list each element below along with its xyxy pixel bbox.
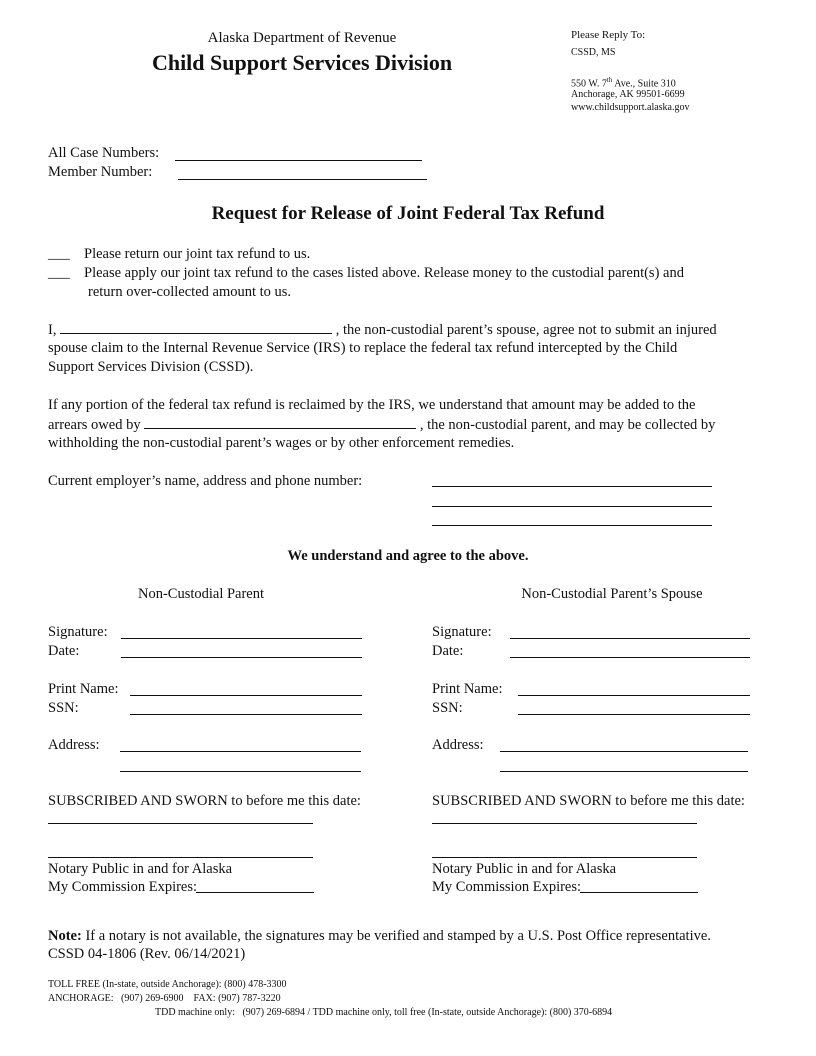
p2-after: , the non-custodial parent, and may be collected by [419, 417, 716, 433]
spouse-print-name-label: Print Name: [432, 681, 503, 697]
employer-field-2[interactable] [432, 506, 712, 507]
p2-start: arrears owed by [48, 417, 141, 433]
ncp-notary-label: Notary Public in and for Alaska [48, 861, 233, 877]
option-apply-text: Please apply our joint tax refund to the cases listed above. Release money to the custodial parent(s) and [84, 265, 684, 281]
footer-tdd: TDD machine only: (907) 269-6894 / TDD machine only, toll free (In-state, outside Anchorage): (800) 370-6894 [155, 1007, 613, 1018]
ncp-address-field-2[interactable] [120, 771, 361, 772]
ncp-ssn-field[interactable] [130, 714, 362, 715]
ncp-address-label: Address: [48, 737, 100, 753]
ncp-commission-label: My Commission Expires: [48, 879, 198, 895]
spouse-ssn-field[interactable] [518, 714, 750, 715]
p1-start: I, [48, 322, 57, 338]
spouse-signature-field[interactable] [510, 638, 750, 639]
agreement-p2-line2 [48, 415, 715, 434]
footer-anchorage: ANCHORAGE: (907) 269-6900 FAX: (907) 787-3220 [48, 993, 281, 1004]
department-name: Alaska Department of Revenue [207, 30, 397, 46]
agreement-p1-line1 [48, 320, 717, 339]
form-title: Request for Release of Joint Federal Tax Refund [211, 203, 605, 224]
ncp-ssn-label: SSN: [48, 700, 79, 716]
ncp-address-field-1[interactable] [120, 751, 361, 752]
spouse-ssn-label: SSN: [432, 700, 463, 716]
agreement-p2-line3: withholding the non-custodial parent’s wages or by other enforcement remedies. [48, 435, 515, 451]
note [48, 927, 711, 945]
spouse-notary-label: Notary Public in and for Alaska [432, 861, 617, 877]
option-apply-checkbox[interactable]: ___ [48, 265, 70, 281]
employer-field-1[interactable] [432, 486, 712, 487]
ncp-sworn-label: SUBSCRIBED AND SWORN to before me this date: [48, 793, 361, 809]
form-id: CSSD 04-1806 (Rev. 06/14/2021) [48, 946, 246, 962]
ncp-signature-field[interactable] [121, 638, 362, 639]
ncp-notary-signature-field[interactable] [48, 857, 313, 858]
employer-label: Current employer’s name, address and phone number: [48, 473, 363, 489]
spouse-commission-label: My Commission Expires: [432, 879, 582, 895]
street-sup: th [606, 76, 613, 84]
note-text: If a notary is not available, the signatures may be verified and stamped by a U.S. Post Office representative. [81, 928, 711, 944]
ncp-sworn-date-field[interactable] [48, 823, 313, 824]
note-label: Note: [48, 928, 82, 944]
spouse-sworn-label: SUBSCRIBED AND SWORN to before me this date: [432, 793, 745, 809]
ncp-date-label: Date: [48, 643, 80, 659]
footer-toll-free: TOLL FREE (In-state, outside Anchorage): (800) 478-3300 [48, 979, 287, 990]
spouse-date-field[interactable] [510, 657, 750, 658]
reply-website[interactable]: www.childsupport.alaska.gov [571, 102, 690, 113]
employer-field-3[interactable] [432, 525, 712, 526]
ncp-commission-field[interactable] [196, 892, 314, 893]
reply-street [571, 74, 676, 90]
ncp-heading: Non-Custodial Parent [137, 586, 265, 602]
parent-name-blank[interactable] [144, 415, 416, 429]
street-text: 550 W. 7 [571, 78, 607, 90]
spouse-heading: Non-Custodial Parent’s Spouse [521, 586, 703, 602]
ncp-print-name-field[interactable] [130, 695, 362, 696]
ncp-signature-label: Signature: [48, 624, 108, 640]
agreement-p1-line2: spouse claim to the Internal Revenue Service (IRS) to replace the federal tax refund intercepted by the Child [48, 340, 678, 356]
spouse-signature-label: Signature: [432, 624, 492, 640]
street-rest: Ave., Suite 310 [612, 78, 676, 90]
spouse-address-field-2[interactable] [500, 771, 748, 772]
reply-label: Please Reply To: [571, 29, 646, 41]
spouse-commission-field[interactable] [580, 892, 698, 893]
reply-city: Anchorage, AK 99501-6699 [571, 89, 685, 100]
division-name: Child Support Services Division [151, 50, 453, 75]
agreement-p2-line1: If any portion of the federal tax refund is reclaimed by the IRS, we understand that amount may be added to the [48, 397, 696, 413]
spouse-address-label: Address: [432, 737, 484, 753]
ncp-print-name-label: Print Name: [48, 681, 119, 697]
spouse-name-blank[interactable] [60, 320, 332, 334]
p1-after: , the non-custodial parent’s spouse, agree not to submit an injured [335, 322, 717, 338]
option-apply-text-cont: return over-collected amount to us. [88, 284, 292, 300]
agreement-p1-line3: Support Services Division (CSSD). [48, 359, 254, 375]
spouse-print-name-field[interactable] [518, 695, 750, 696]
spouse-notary-signature-field[interactable] [432, 857, 697, 858]
spouse-address-field-1[interactable] [500, 751, 748, 752]
spouse-date-label: Date: [432, 643, 464, 659]
spouse-sworn-date-field[interactable] [432, 823, 697, 824]
ncp-date-field[interactable] [121, 657, 362, 658]
case-numbers-field[interactable] [175, 160, 422, 161]
member-number-label: Member Number: [48, 164, 153, 180]
case-numbers-label: All Case Numbers: [48, 145, 160, 161]
agree-heading: We understand and agree to the above. [287, 548, 529, 564]
option-return-checkbox[interactable]: ___ [48, 246, 70, 262]
reply-office: CSSD, MS [571, 47, 616, 58]
member-number-field[interactable] [178, 179, 427, 180]
option-return-text: Please return our joint tax refund to us. [84, 246, 311, 262]
